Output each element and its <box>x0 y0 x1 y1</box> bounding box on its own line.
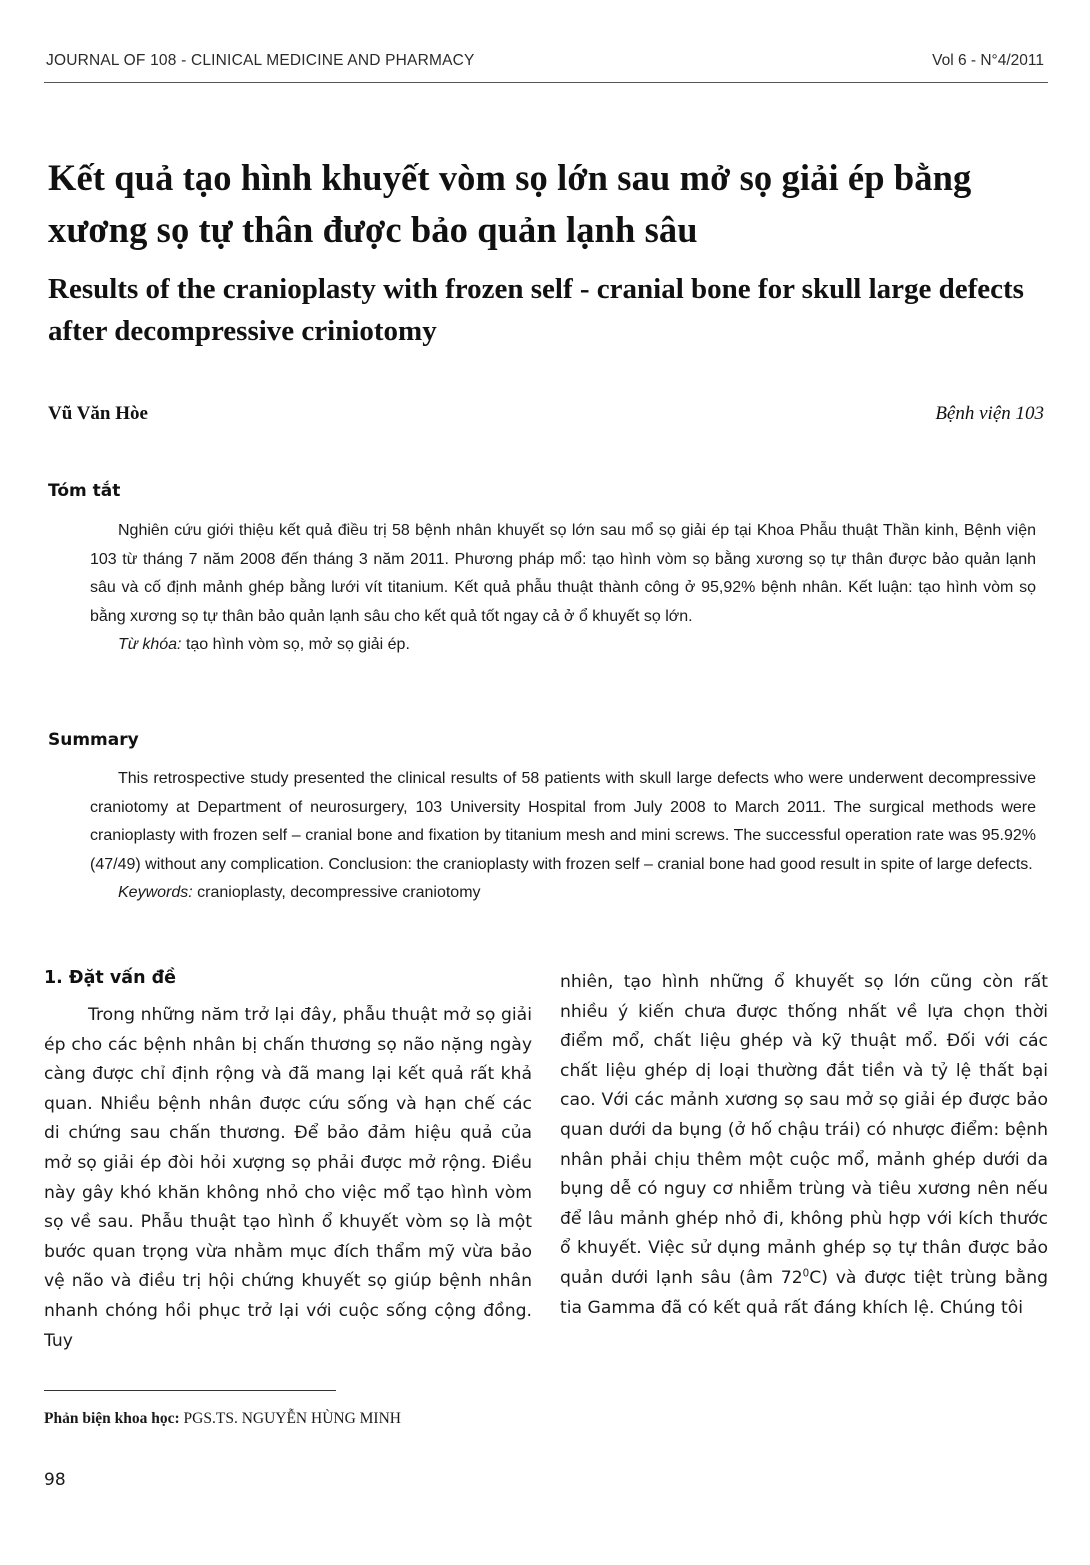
journal-running-head: JOURNAL OF 108 - CLINICAL MEDICINE AND PHARMACY <box>46 52 475 69</box>
page-number: 98 <box>44 1470 66 1490</box>
title-vietnamese: Kết quả tạo hình khuyết vòm sọ lớn sau mở sọ giải ép bằng xương sọ tự thân được bảo quản lạnh sâu <box>48 157 972 250</box>
footnote-label: Phản biện khoa học: <box>44 1410 180 1427</box>
abstract-en-heading: Summary <box>48 730 139 750</box>
footnote-value: PGS.TS. NGUYỄN HÙNG MINH <box>179 1410 401 1427</box>
header-divider <box>44 82 1048 83</box>
author-name: Vũ Văn Hòe <box>48 403 148 424</box>
body-column-left <box>44 1001 532 1356</box>
footnote-divider <box>44 1390 336 1391</box>
abstract-en-body: This retrospective study presented the clinical results of 58 patients with skull large defects who were underwent decompressive craniotomy at Department of neurosurgery, 103 University Hospital from July 2008 to March 2011. The surgical methods were cranioplasty with frozen self – cranial bone and fixation by titanium mesh and mini screws. The successful operation rate was 95.92% (47/49) without any complication. Conclusion: the cranioplasty with frozen self – cranial bone had good result in spite of large defects. <box>90 770 1036 873</box>
volume-issue: Vol 6 - N°4/2011 <box>932 52 1044 69</box>
body-paragraph-continued <box>560 968 1048 1323</box>
abstract-vi-body: Nghiên cứu giới thiệu kết quả điều trị 58 bệnh nhân khuyết sọ lớn sau mổ sọ giải ép tại Khoa Phẫu thuật Thần kinh, Bệnh viện 103 từ tháng 7 năm 2008 đến tháng 3 năm 2011. Phương pháp mổ: tạo hình vòm sọ bằng xương sọ tự thân được bảo quản lạnh sâu và cố định mảnh ghép bằng lưới vít titanium. Kết quả phẫu thuật thành công ở 95,92% bệnh nhân. Kết luận: tạo hình vòm sọ bằng xương sọ tự thân bảo quản lạnh sâu cho kết quả tốt ngay cả ở ổ khuyết sọ lớn. <box>90 522 1036 625</box>
keywords-label: Từ khóa: <box>118 636 182 653</box>
body-column-right <box>560 968 1048 1323</box>
body-text: C) và được tiệt trùng bằng tia Gamma đã có kết quả rất đáng khích lệ. Chúng tôi <box>560 1267 1049 1318</box>
body-paragraph: Trong những năm trở lại đây, phẫu thuật mở sọ giải ép cho các bệnh nhân bị chấn thương sọ não nặng ngày càng được chỉ định rộng và đã mang lại kết quả rất khả quan. Nhiều bệnh nhân được cứu sống và hạn chế các di chứng sau chấn thương. Để bảo đảm hiệu quả của mở sọ giải ép đòi hỏi xượng sọ phải được mở rộng. Điều này gây khó khăn không nhỏ cho việc mổ tạo hình vòm sọ về sau. Phẫu thuật tạo hình ổ khuyết vòm sọ là một bước quan trọng vừa nhằm mục đích thẩm mỹ vừa bảo vệ não và điều trị hội chứng khuyết sọ giúp bệnh nhân nhanh chóng hồi phục trở lại với cuộc sống cộng đồng. Tuy <box>44 1005 532 1351</box>
keywords-value: tạo hình vòm sọ, mở sọ giải ép. <box>181 636 410 653</box>
abstract-en-keywords <box>90 879 1036 908</box>
abstract-english <box>90 765 1036 908</box>
section-heading: 1. Đặt vấn đề <box>44 968 177 988</box>
keywords-value: cranioplasty, decompressive craniotomy <box>192 884 481 901</box>
keywords-label: Keywords: <box>118 884 193 901</box>
degree-superscript: 0 <box>802 1267 810 1280</box>
abstract-vietnamese <box>90 517 1036 660</box>
title-english: Results of the cranioplasty with frozen self - cranial bone for skull large defects after decompressive criniotomy <box>48 273 1024 347</box>
abstract-vi-heading: Tóm tắt <box>48 481 121 501</box>
abstract-vi-keywords <box>90 631 1036 660</box>
reviewer-footnote <box>44 1410 401 1428</box>
body-text: nhiên, tạo hình những ổ khuyết sọ lớn cũng còn rất nhiều ý kiến chưa được thống nhất về lựa chọn thời điểm mổ, chất liệu ghép và kỹ thuật mổ. Đối với các chất liệu ghép dị loại thường đắt tiền và tỷ lệ thất bại cao. Với các mảnh xương sọ sau mở sọ giải ép được bảo quan dưới da bụng (ở hố chậu trái) có nhược điểm: bệnh nhân phải chịu thêm một cuộc mổ, mảnh ghép dưới da bụng dễ có nguy cơ nhiễm trùng và tiêu xương nên nếu để lâu mảnh ghép nhỏ đi, không phù hợp với kích thước ổ khuyết. Việc sử dụng mảnh ghép sọ tự thân được bảo quản dưới lạnh sâu (âm 72 <box>560 972 1048 1288</box>
author-affiliation: Bệnh viện 103 <box>935 403 1044 424</box>
